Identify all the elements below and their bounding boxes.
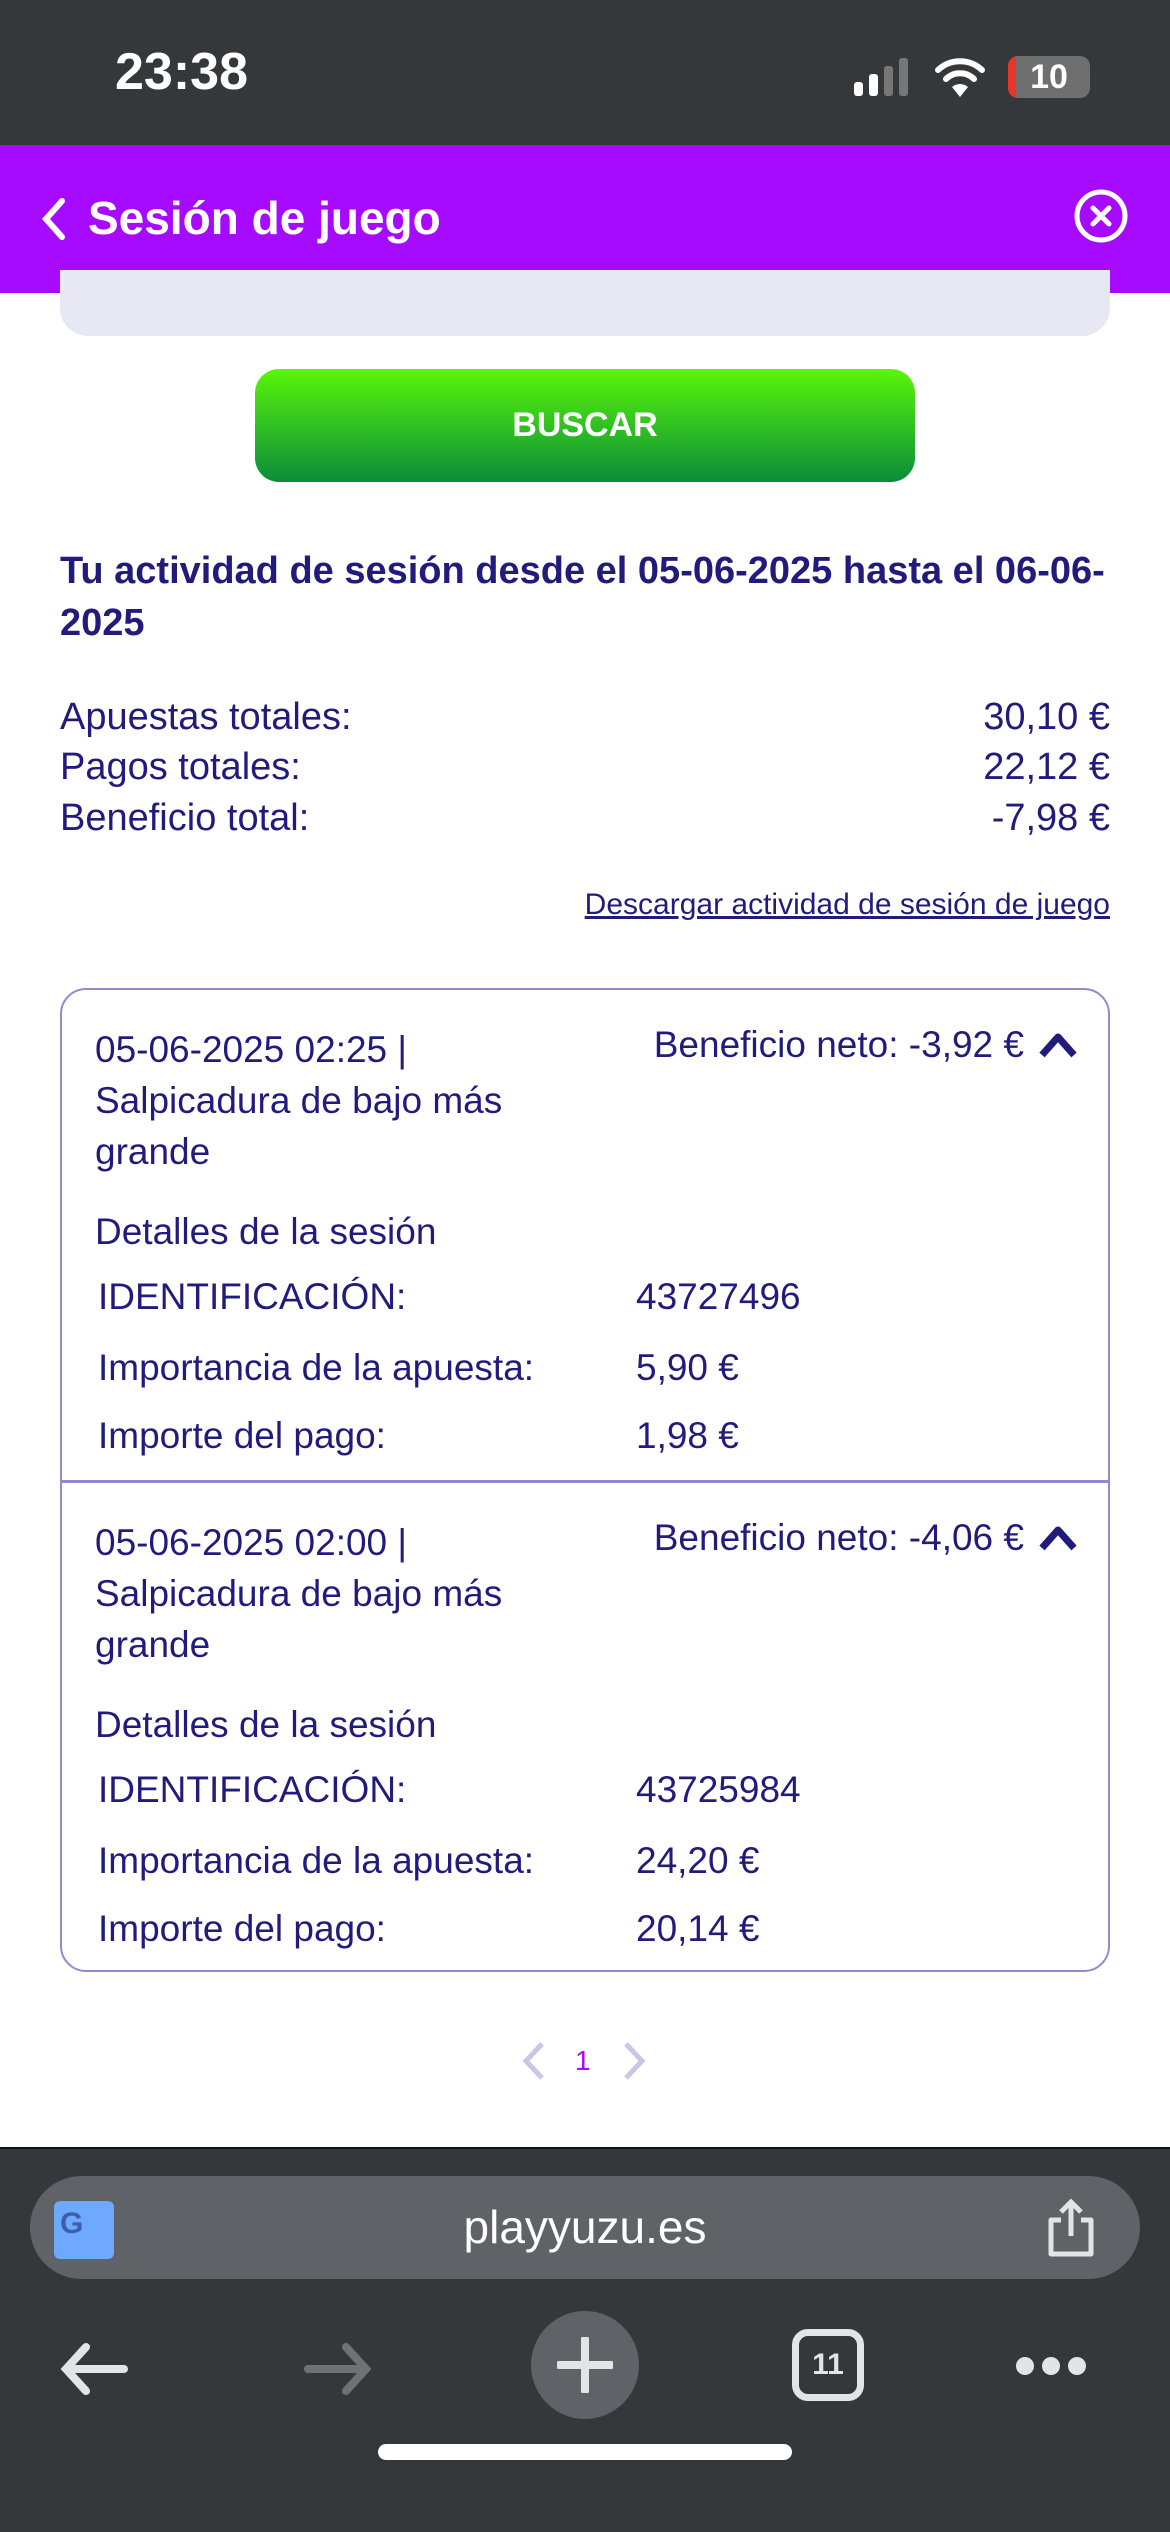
next-page-icon[interactable] <box>620 2040 650 2082</box>
url-text[interactable]: playyuzu.es <box>463 2201 707 2253</box>
chevron-up-icon[interactable] <box>1038 1025 1078 1065</box>
back-chevron-icon[interactable] <box>38 197 68 241</box>
session-details-label: Detalles de la sesión <box>95 1704 437 1745</box>
detail-label: Importe del pago: <box>98 1908 386 1949</box>
summary-value: -7,98 € <box>991 797 1110 839</box>
tabs-button[interactable]: 11 <box>792 2329 864 2401</box>
wifi-icon <box>935 56 985 98</box>
activity-title: Tu actividad de sesión desde el 05-06-2025 hasta el 06-06-2025 <box>60 550 1105 644</box>
session-net-toggle[interactable] <box>654 1517 1078 1559</box>
summary-row <box>60 696 1110 739</box>
more-icon[interactable] <box>1015 2354 1087 2378</box>
detail-value: 1,98 € <box>636 1415 739 1456</box>
session-item <box>62 1480 1108 1972</box>
net-profit: Beneficio neto: -4,06 € <box>653 1517 1024 1558</box>
address-bar[interactable] <box>30 2176 1140 2279</box>
detail-value: 43725984 <box>636 1769 801 1810</box>
session-item <box>62 990 1108 1482</box>
pagination <box>0 2035 1170 2085</box>
close-icon[interactable] <box>1073 188 1129 244</box>
detail-value: 43727496 <box>636 1276 801 1317</box>
session-net-toggle[interactable] <box>654 1024 1078 1066</box>
detail-value: 20,14 € <box>636 1908 760 1949</box>
summary-label: Pagos totales: <box>60 746 301 788</box>
home-indicator <box>378 2444 792 2460</box>
chevron-up-icon[interactable] <box>1038 1518 1078 1558</box>
browser-toolbar <box>0 2147 1170 2532</box>
new-tab-button[interactable] <box>531 2311 639 2419</box>
detail-label: IDENTIFICACIÓN: <box>98 1276 407 1317</box>
detail-label: Importancia de la apuesta: <box>98 1840 535 1881</box>
prev-page-icon[interactable] <box>518 2040 548 2082</box>
status-bar <box>0 0 1170 145</box>
battery-level: 10 <box>1030 58 1068 96</box>
back-arrow-icon[interactable] <box>58 2339 130 2399</box>
battery-icon <box>1008 56 1090 98</box>
current-page[interactable]: 1 <box>575 2045 591 2076</box>
session-details-label: Detalles de la sesión <box>95 1211 437 1252</box>
share-icon[interactable] <box>1043 2198 1099 2258</box>
summary-value: 22,12 € <box>983 746 1110 788</box>
page-title: Sesión de juego <box>88 192 441 244</box>
forward-arrow-icon[interactable] <box>302 2339 374 2399</box>
plus-icon <box>557 2337 613 2393</box>
summary-label: Beneficio total: <box>60 797 310 839</box>
detail-label: IDENTIFICACIÓN: <box>98 1769 407 1810</box>
signal-icon <box>852 58 912 96</box>
clock: 23:38 <box>115 43 248 101</box>
download-activity-link[interactable]: Descargar actividad de sesión de juego <box>584 888 1110 921</box>
summary-row <box>60 797 1110 840</box>
search-field[interactable] <box>60 270 1110 336</box>
session-title: 05-06-2025 02:25 | Salpicadura de bajo más grande <box>95 1029 503 1172</box>
summary-label: Apuestas totales: <box>60 696 352 738</box>
detail-label: Importe del pago: <box>98 1415 386 1456</box>
summary-value: 30,10 € <box>983 696 1110 738</box>
detail-label: Importancia de la apuesta: <box>98 1347 535 1388</box>
net-profit: Beneficio neto: -3,92 € <box>653 1024 1024 1065</box>
detail-value: 5,90 € <box>636 1347 739 1388</box>
detail-value: 24,20 € <box>636 1840 760 1881</box>
translate-icon[interactable]: G <box>54 2201 114 2259</box>
session-title: 05-06-2025 02:00 | Salpicadura de bajo más grande <box>95 1522 503 1665</box>
summary-row <box>60 746 1110 789</box>
sessions-card <box>60 988 1110 1972</box>
search-button[interactable]: BUSCAR <box>255 369 915 482</box>
